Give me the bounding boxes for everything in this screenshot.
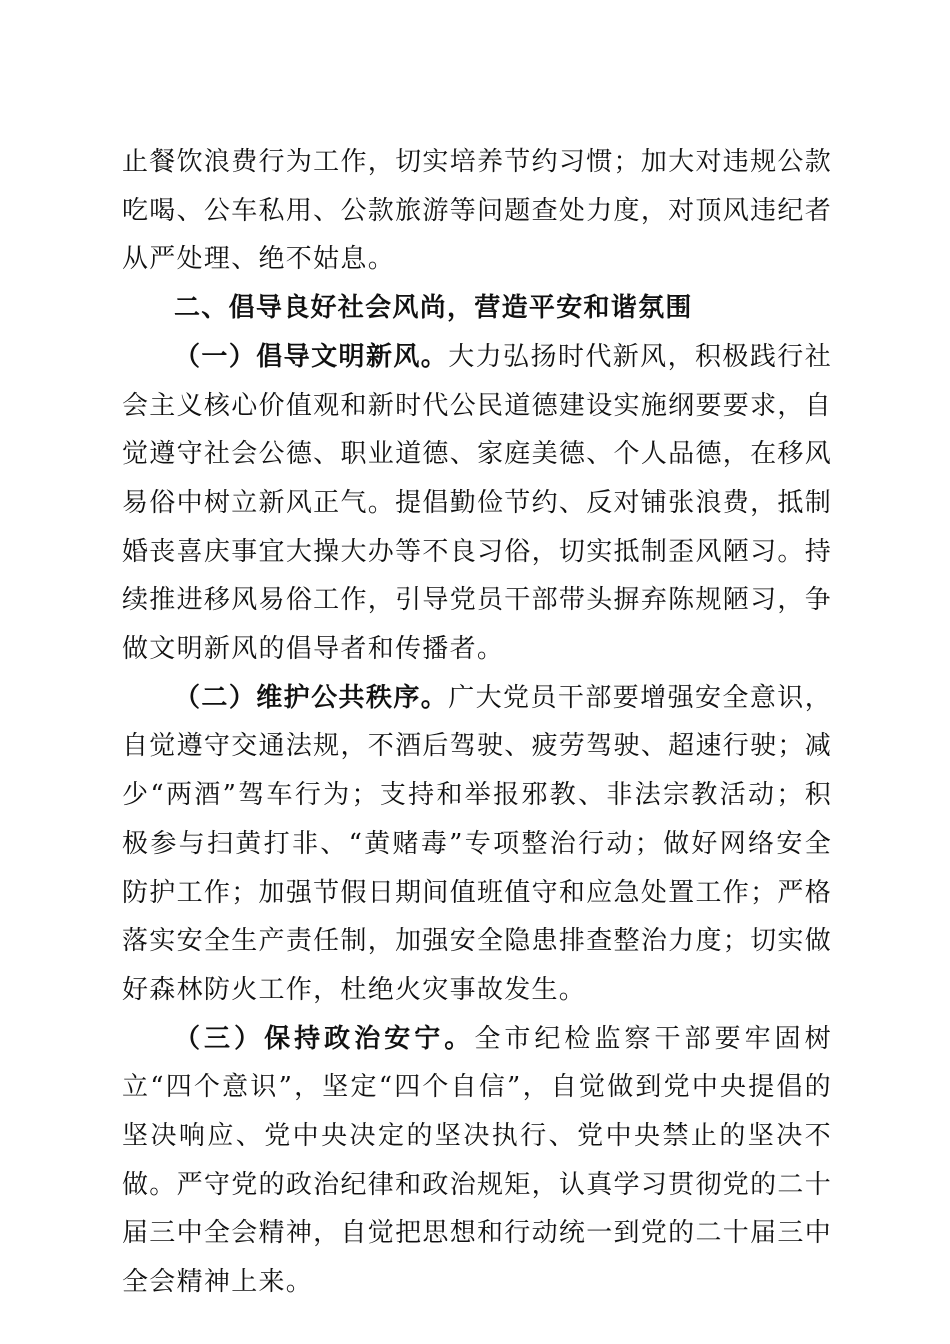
item-paragraph-2: [122, 674, 832, 1015]
item-body-2: 广大党员干部要增强安全意识，自觉遵守交通法规，不酒后驾驶、疲劳驾驶、超速行驶；减少“两酒”驾车行为；支持和举报邪教、非法宗教活动；积极参与扫黄打非、“黄赌毒”专项整治行动；做好网络安全防护工作；加强节假日期间值班值守和应急处置工作；严格落实安全生产责任制，加强安全隐患排查整治力度；切实做好森林防火工作，杜绝火灾事故发生。: [122, 682, 832, 1005]
item-paragraph-1: [122, 333, 832, 674]
item-lead-1: （一）倡导文明新风。: [174, 341, 449, 372]
continued-paragraph: 止餐饮浪费行为工作，切实培养节约习惯；加大对违规公款吃喝、公车私用、公款旅游等问题查处力度，对顶风违纪者从严处理、绝不姑息。: [122, 147, 832, 275]
item-lead-3: （三）保持政治安宁。: [174, 1023, 475, 1054]
item-body-3: 全市纪检监察干部要牢固树立“四个意识”，坚定“四个自信”，自觉做到党中央提倡的坚决响应、党中央决定的坚决执行、党中央禁止的坚决不做。严守党的政治纪律和政治规矩，认真学习贯彻党的二十届三中全会精神，自觉把思想和行动统一到党的二十届三中全会精神上来。: [122, 1023, 832, 1298]
item-lead-2: （二）维护公共秩序。: [174, 682, 449, 713]
item-body-1: 大力弘扬时代新风，积极践行社会主义核心价值观和新时代公民道德建设实施纲要要求，自觉遵守社会公德、职业道德、家庭美德、个人品德，在移风易俗中树立新风正气。提倡勤俭节约、反对铺张浪费，抵制婚丧喜庆事宜大操大办等不良习俗，切实抵制歪风陋习。持续推进移风易俗工作，引导党员干部带头摒弃陈规陋习，争做文明新风的倡导者和传播者。: [122, 341, 832, 665]
section-heading: 二、倡导良好社会风尚，营造平安和谐氛围: [174, 293, 693, 324]
item-paragraph-3: [122, 1015, 832, 1307]
document-page: [122, 138, 832, 1307]
